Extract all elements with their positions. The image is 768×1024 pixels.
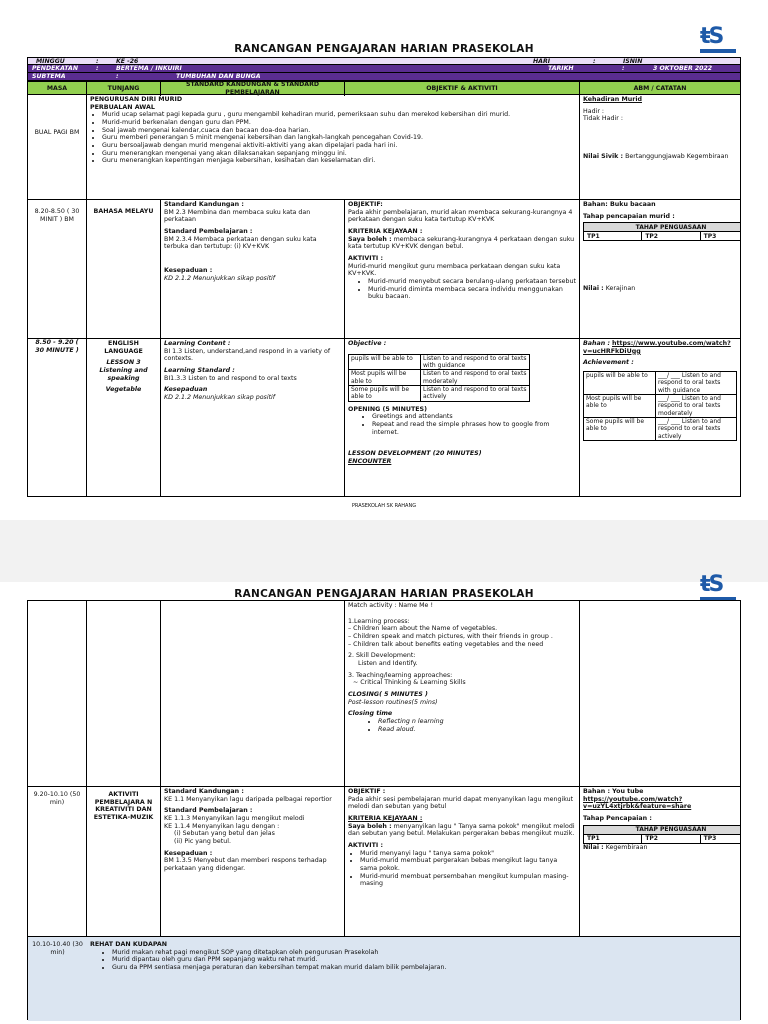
lesson-table-continued [27, 600, 741, 1020]
table-header [27, 81, 741, 95]
masa-cell: 8.50 - 9.20 ( 30 MINUTE ) [28, 339, 87, 496]
abm-cell: Kehadiran Murid Hadir : Tidak Hadir : Nilai Sivik : Bertanggungjawab Kegembiraan [583, 96, 729, 161]
row-english [28, 339, 740, 496]
bahan-link[interactable]: https://youtube.com/watch?v=uzYL4xtjrbk&feature=share [583, 795, 692, 811]
rehat-cell: REHAT DAN KUDAPAN • Murid makan rehat pagi mengikut SOP yang ditetapkan oleh pengurusan Prasekolah • Murid dipantau oleh guru dan PPM sepanjang waktu rehat murid. • Guru da PPM sentiasa menjaga peraturan dan kebersihan tempat makan murid dalam bilik pembelajaran. [87, 937, 740, 1021]
perbualan-cell: PENGURUSAN DIRI MURID PERBUALAN AWAL • Murid ucap selamat pagi kepada guru , guru mengambil kehadiran murid, pemeriksaan suhu dan merekod kebersihan diri murid. • Murid-murid berkenalan dengan guru dan PPM. • Soal jawab mengenai kalendar,cuaca dan bacaan doa-doa harian. • Guru memberi penerangan 5 minit mengenai kebersihan dan langkah-langkah pencegahan Covid-19. • Guru bersoaljawab dengan murid mengenai aktiviti-aktiviti yang akan dipelajari pada hari ini. • Guru menerangkan mengenai yang akan dilaksanakan sepanjang minggu ini. • Guru menerangkan kepentingan menjaga kebersihan, kesihatan dan keselamatan diri. [87, 95, 580, 199]
bahan-link[interactable]: https://www.youtube.com/watch?v=ucHRFkDiUgg [583, 340, 731, 355]
header-row-subtema: SUBTEMA : TUMBUHAN DAN BUNGA [27, 73, 741, 81]
col-tunjang: TUNJANG [87, 82, 161, 96]
lesson-table [27, 95, 741, 497]
page-footer: PRASEKOLAH SK RAHANG [351, 503, 417, 509]
masa-cell: 8.20-8.50 ( 30 MINIT ) BM [28, 200, 87, 338]
header-table [27, 57, 741, 81]
col-masa: MASA [28, 82, 87, 96]
col-abm: ABM / CATATAN [633, 85, 687, 93]
page-title: RANCANGAN PENGAJARAN HARIAN PRASEKOLAH [234, 588, 534, 600]
col-objektif: OBJEKTIF & AKTIVITI [345, 82, 580, 96]
objektif-cell: Match activity : Name Me ! 1.Learning process: – Children learn about the Name of vegetables. – Children speak and match pictures, with their friends in group . – Children talk about benefits eating vegetables and the need 2. Skill Development: Listen and Identify. 3. Teaching/learning approaches: ~ Critical Thinking & Learning Skills CLOSING( 5 MINUTES ) Post-lesson routines(5 mins) Closing time • Reflecting n learning • Read aloud. [345, 601, 580, 786]
tunjang-cell: BAHASA MELAYU [87, 200, 161, 338]
objektif-cell: OBJEKTIF : Pada akhir sesi pembelajaran murid dapat menyanyikan lagu mengikut melodi dan sebutan yang betul KRITERIA KEJAYAAN : Saya boleh : menyanyikan lagu " Tanya sama pokok" mengikut melodi dan sebutan yang betul. Melakukan pergerakan bebas mengikut muzik. AKTIVITI : • Murid menyanyi lagu " tanya sama pokok" • Murid-murid membuat pergerakan bebas mengikut lagu tanya sama pokok. • Murid-murid membuat persembahan mengikut kumpulan masing-masing [345, 787, 580, 936]
tahap-penguasaan-table: TAHAP PENGUASAAN TP1 TP2 TP3 [583, 222, 740, 241]
tunjang-cell: AKTIVITI PEMBELAJARA N KREATIVITI DAN ESTETIKA-MUZIK [87, 787, 161, 936]
standard-cell: Learning Content : BI 1.3 Listen, understand,and respond in a variety of contexts. Learning Standard : BI1.3.3 Listen to and respond to oral texts Kesepaduan KD 2.1.2 Menunjukkan sikap positif [161, 339, 345, 496]
page-2 [0, 572, 768, 1024]
tunjang-cell [87, 601, 161, 786]
page-gap [0, 520, 768, 582]
objektif-cell: Objective : pupils will be able to Listen to and respond to oral texts with guidance Most pupils will be able to Listen to and respond to oral texts moderately Some pupils will be able to Listen to and respond to oral texts actively OPENING (5 MINUTES) • Greetings and attendants • Repeat and read the simple phrases how to google from internet. LESSON DEVELOPMENT (20 MINUTES) ENCOUNTER [345, 339, 580, 496]
objective-table: pupils will be able to Listen to and respond to oral texts with guidance Most pupils will be able to Listen to and respond to oral texts moderately Some pupils will be able to Listen to and respond to oral texts actively [348, 354, 530, 402]
row-aktiviti-kreativiti [28, 787, 740, 937]
header-row-minggu: MINGGU : KE -26 HARI : ISNIN [27, 57, 741, 65]
abm-cell: Bahan : https://www.youtube.com/watch?v=ucHRFkDiUgg Achievement : pupils will be able to ___/ ___ Listen to and respond to oral texts with guidance Most pupils will be able to ___/ ___ Listen to and respond to oral texts moderately Some pupils will be able to ___/ ___ Listen to and respond to oral texts actively [580, 339, 740, 496]
page-title: RANCANGAN PENGAJARAN HARIAN PRASEKOLAH [234, 43, 534, 55]
row-bahasa-melayu [28, 200, 740, 339]
header-row-pendekatan: PENDEKATAN : BERTEMA / INKUIRI TARIKH : 3 OKTOBER 2022 [27, 65, 741, 73]
school-logo: ŧS [700, 24, 736, 53]
standard-cell: Standard Kandungan : KE 1.1 Menyanyikan lagu daripada pelbagai reportior Standard Pembelajaran : KE 1.1.3 Menyanyikan lagu mengikut melodi KE 1.1.4 Menyanyikan lagu dengan : (i) Sebutan yang betul dan jelas (ii) Pic yang betul. Kesepaduan : BM 1.3.5 Menyebut dan memberi respons terhadap perkataan yang didengar. [161, 787, 345, 936]
masa-cell: 9.20-10.10 (50 min) [28, 787, 87, 936]
row-rehat [28, 937, 740, 1021]
abm-cell: Bahan: Buku bacaan Tahap pencapaian murid : TAHAP PENGUASAAN TP1 TP2 TP3 Nilai : Kerajinan [580, 200, 740, 338]
masa-cell [28, 601, 87, 786]
row-bual-pagi [28, 95, 740, 200]
abm-cell: Bahan : You tube https://youtube.com/watch?v=uzYL4xtjrbk&feature=share Tahap Pencapaian : TAHAP PENGUASAAN TP1 TP2 TP3 Nilai : Kegembiraan [580, 787, 740, 936]
perbualan-list: • Murid ucap selamat pagi kepada guru , guru mengambil kehadiran murid, pemeriksaan suhu dan merekod kebersihan diri murid. • Murid-murid berkenalan dengan guru dan PPM. • Soal jawab mengenai kalendar,cuaca dan bacaan doa-doa harian. • Guru memberi penerangan 5 minit mengenai kebersihan dan langkah-langkah pencegahan Covid-19. • Guru bersoaljawab dengan murid mengenai aktiviti-aktiviti yang akan dipelajari pada hari ini. • Guru menerangkan mengenai yang akan dilaksanakan sepanjang minggu ini. • Guru menerangkan kepentingan menjaga kebersihan, kesihatan dan keselamatan diri. [90, 111, 576, 165]
standard-cell: Standard Kandungan : BM 2.3 Membina dan membaca suku kata dan perkataan Standard Pembelajaran : BM 2.3.4 Membaca perkataan dengan suku kata terbuka dan tertutup: (i) KV+KVK Kesepaduan : KD 2.1.2 Menunjukkan sikap positif [161, 200, 345, 338]
abm-cell [580, 601, 740, 786]
masa-cell: BUAL PAGI BM [28, 95, 87, 199]
col-standard: STANDARD KANDUNGAN & STANDARD PEMBELAJARAN [161, 82, 345, 96]
school-logo: ŧS [700, 572, 736, 601]
tunjang-cell: ENGLISH LANGUAGE LESSON 3 Listening and speaking Vegetable [87, 339, 161, 496]
row-english-continued [28, 601, 740, 787]
tahap-penguasaan-table: TAHAP PENGUASAAN TP1 TP2 TP3 [583, 825, 740, 844]
standard-cell [161, 601, 345, 786]
objektif-cell: OBJEKTIF: Pada akhir pembelajaran, murid akan membaca sekurang-kurangnya 4 perkataan dengan suku kata tertutup KV+KVK KRITERIA KEJAYAAN : Saya boleh : membaca sekurang-kurangnya 4 perkataan dengan suku kata tertutup KV+KVK dengan betul. AKTIVITI : Murid-murid mengikut guru membaca perkataan dengan suku kata KV+KVK. • Murid-murid menyebut secara berulang-ulang perkataan tersebut • Murid-murid diminta membaca secara individu menggunakan buku bacaan. [345, 200, 580, 338]
achievement-table: pupils will be able to ___/ ___ Listen to and respond to oral texts with guidance Most pupils will be able to ___/ ___ Listen to and respond to oral texts moderately Some pupils will be able to ___/ ___ Listen to and respond to oral texts actively [583, 371, 737, 441]
masa-cell: 10.10-10.40 (30 min) [32, 941, 83, 956]
